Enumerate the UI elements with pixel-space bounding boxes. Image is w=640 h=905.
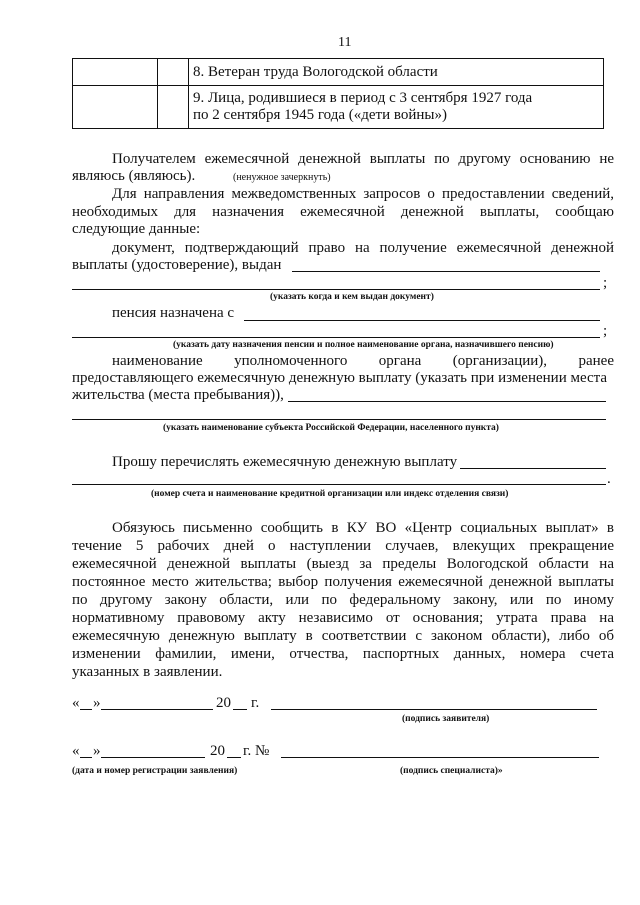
authority-input-2[interactable] [72,419,606,420]
authority-line1: наименование уполномоченного органа (организации), ранее [112,353,614,369]
sig2-quote-close: » [93,743,101,759]
para2-line1: Для направления межведомственных запросов о предоставлении сведений, [112,186,614,202]
transfer-caption: (номер счета и наименование кредитной организации или индекс отделения связи) [151,489,509,499]
sig2-year-suffix: г. № [243,743,270,759]
sig1-year: 20 [216,695,231,711]
document-end-mark: ; [603,275,608,291]
sig2-caption-right: (подпись специалиста)» [400,766,503,776]
sig1-quote-close: » [93,695,101,711]
pension-label: пенсия назначена с [112,305,235,321]
para1-note: (ненужное зачеркнуть) [233,172,331,183]
transfer-account-input[interactable] [460,468,606,469]
transfer-end-mark: . [607,471,611,487]
table-cell-empty [158,59,189,86]
transfer-label: Прошу перечислять ежемесячную денежную выплату [112,454,458,470]
row9-line2: по 2 сентября 1945 года («дети войны») [193,107,447,123]
table-cell-row9 [189,86,604,129]
obligation-line4: постоянное место жительства; выбор получения ежемесячной денежной выплаты [72,574,614,590]
para1-line1: Получателем ежемесячной денежной выплаты по другому основанию не [112,151,614,167]
sig2-year-input[interactable] [227,757,241,758]
sig1-signature-input[interactable] [271,709,597,710]
pension-date-input[interactable] [244,320,600,321]
obligation-line3: ежемесячной денежной выплаты (выезд за пределы Вологодской области на [72,556,614,572]
pension-end-mark: ; [603,323,608,339]
document-line2: выплаты (удостоверение), выдан [72,257,282,273]
document-issued-input-2[interactable] [72,289,600,290]
authority-caption: (указать наименование субъекта Российской Федерации, населенного пункта) [163,423,499,433]
sig1-quote-open: « [72,695,80,711]
page-number: 11 [338,35,352,50]
sig2-month-input[interactable] [101,757,205,758]
document-line1: документ, подтверждающий право на получение ежемесячной денежной [112,240,614,256]
table-row [73,86,604,129]
authority-line2: предоставляющего ежемесячную денежную выплату (указать при изменении места [72,370,608,386]
row8-text: 8. Ветеран труда Вологодской области [193,64,438,80]
row9-line1: 9. Лица, родившиеся в период с 3 сентября 1927 года [193,90,533,106]
sig2-quote-open: « [72,743,80,759]
obligation-line9: указанных в заявлении. [72,664,223,680]
table-cell-empty [158,86,189,129]
document-caption: (указать когда и кем выдан документ) [270,292,434,302]
document-issued-input[interactable] [292,271,600,272]
sig1-day-input[interactable] [80,709,92,710]
sig1-caption: (подпись заявителя) [402,714,490,724]
table-cell-row8 [189,59,604,86]
sig2-day-input[interactable] [80,757,92,758]
authority-input[interactable] [288,401,606,402]
obligation-line5: по другому закону области, или по федеральному закону, или по иному [72,592,614,608]
category-table [72,58,604,129]
sig2-caption-left: (дата и номер регистрации заявления) [72,766,238,776]
authority-line3: жительства (места пребывания)), [72,387,284,403]
transfer-account-input-2[interactable] [72,484,606,485]
obligation-line8: изменении фамилии, имени, отчества, паспортных данных, номера счета [72,646,614,662]
table-row [73,59,604,86]
para1-line2: являюсь (являюсь). [72,168,196,184]
sig2-number-input[interactable] [281,757,599,758]
obligation-line6: нормативному правовому акту независимо от основания; утрата права на [72,610,614,626]
obligation-line2: течение 5 рабочих дней о наступлении случаев, влекущих прекращение [72,538,614,554]
pension-authority-input[interactable] [72,337,600,338]
pension-caption: (указать дату назначения пенсии и полное наименование органа, назначившего пенсию) [173,340,554,350]
sig1-year-input[interactable] [233,709,247,710]
para2-line3: следующие данные: [72,221,201,237]
sig2-year: 20 [210,743,225,759]
sig1-year-suffix: г. [251,695,260,711]
para2-line2: необходимых для назначения ежемесячной денежной выплаты, сообщаю [72,204,614,220]
sig1-month-input[interactable] [101,709,213,710]
table-cell-empty [73,59,158,86]
table-cell-empty [73,86,158,129]
obligation-line7: ежемесячную денежную выплату в соответствии с законом области), либо об [72,628,614,644]
obligation-line1: Обязуюсь письменно сообщить в КУ ВО «Центр социальных выплат» в [112,520,614,536]
